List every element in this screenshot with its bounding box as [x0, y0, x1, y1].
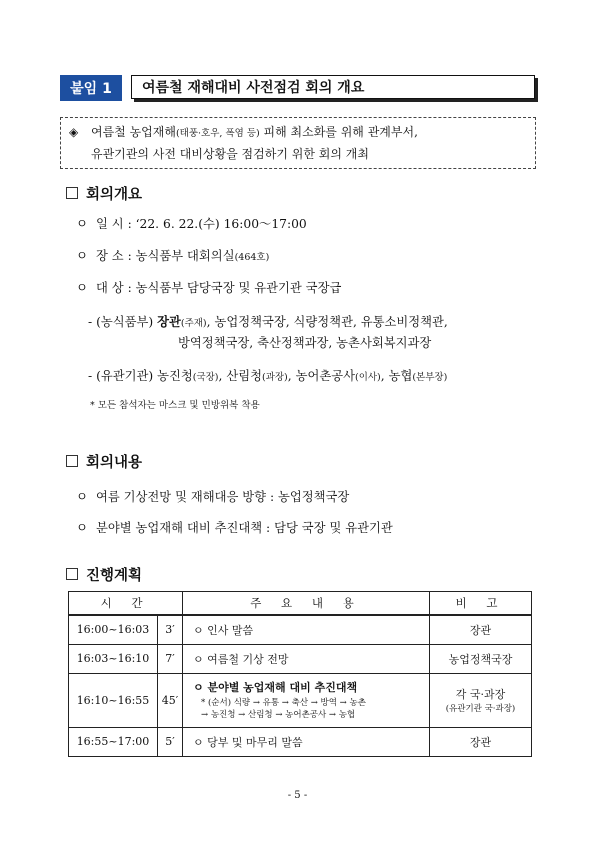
table-row	[69, 673, 532, 727]
cell-note	[430, 673, 532, 727]
content-title: ㅇ 분야별 농업재해 대비 추진대책	[193, 681, 358, 694]
square-bullet-icon	[66, 568, 78, 580]
cell-minutes: 3′	[158, 615, 183, 644]
summary-box	[60, 117, 536, 169]
cell-content: ㅇ 여름철 기상 전망	[183, 644, 430, 673]
header-note: 비 고	[430, 592, 532, 616]
cell-time: 16:10~16:55	[69, 673, 158, 727]
cell-content	[183, 673, 430, 727]
cell-note: 장관	[430, 615, 532, 644]
content-item-1: ㅇ 여름 기상전망 및 재해대응 방향 : 농업정책국장	[76, 490, 350, 504]
table-row	[69, 644, 532, 673]
overview-target: ㅇ 대 상 : 농식품부 담당국장 및 유관기관 국장급	[76, 281, 342, 295]
note-main: 각 국·과장	[455, 688, 506, 701]
header-content: 주 요 내 용	[183, 592, 430, 616]
diamond-icon: ◈	[69, 125, 79, 139]
summary-line-1: 여름철 농업재해(태풍·호우, 폭염 등) 피해 최소화를 위해 관계부서,	[91, 125, 418, 139]
overview-place: ㅇ 장 소 : 농식품부 대회의실(464호)	[76, 249, 270, 263]
section-plan-heading: 진행계획	[66, 564, 142, 585]
attachment-tag: 붙임 1	[60, 75, 122, 101]
content-sub-1: * (순서) 식량 → 유통 → 축산 → 방역 → 농촌	[201, 698, 366, 708]
page-title: 여름철 재해대비 사전점검 회의 개요	[131, 75, 535, 99]
cell-time: 16:00~16:03	[69, 615, 158, 644]
attendees-mafra-cont: 방역정책국장, 축산정책과장, 농촌사회복지과장	[178, 336, 432, 350]
section-content-heading: 회의내용	[66, 451, 142, 472]
summary-line-2: 유관기관의 사전 대비상황을 점검하기 위한 회의 개최	[91, 147, 369, 161]
page-number: - 5 -	[287, 790, 308, 801]
note-sub: (유관기관 국·과장)	[445, 704, 516, 714]
cell-minutes: 45′	[158, 673, 183, 727]
cell-note: 장관	[430, 727, 532, 756]
cell-minutes: 5′	[158, 727, 183, 756]
schedule-table	[68, 591, 532, 757]
overview-date: ㅇ 일 시 : ‘22. 6. 22.(수) 16:00～17:00	[76, 217, 307, 231]
cell-time: 16:55~17:00	[69, 727, 158, 756]
content-item-2: ㅇ 분야별 농업재해 대비 추진대책 : 담당 국장 및 유관기관	[76, 521, 393, 535]
cell-note: 농업정책국장	[430, 644, 532, 673]
mask-note: * 모든 참석자는 마스크 및 민방위복 착용	[90, 400, 260, 411]
table-header-row	[69, 592, 532, 616]
cell-content: ㅇ 인사 말씀	[183, 615, 430, 644]
cell-minutes: 7′	[158, 644, 183, 673]
square-bullet-icon	[66, 455, 78, 467]
header-time: 시 간	[69, 592, 183, 616]
section-overview-heading: 회의개요	[66, 183, 142, 204]
attendees-mafra: - (농식품부) 장관(주재), 농업정책국장, 식량정책관, 유통소비정책관,	[88, 315, 448, 329]
attendees-agencies: - (유관기관) 농진청(국장), 산림청(과장), 농어촌공사(이사), 농협(본부장)	[88, 369, 448, 383]
table-row	[69, 727, 532, 756]
table-row	[69, 615, 532, 644]
cell-content: ㅇ 당부 및 마무리 말씀	[183, 727, 430, 756]
cell-time: 16:03~16:10	[69, 644, 158, 673]
content-sub-2: → 농진청 → 산림청 → 농어촌공사 → 농협	[201, 710, 356, 720]
square-bullet-icon	[66, 187, 78, 199]
